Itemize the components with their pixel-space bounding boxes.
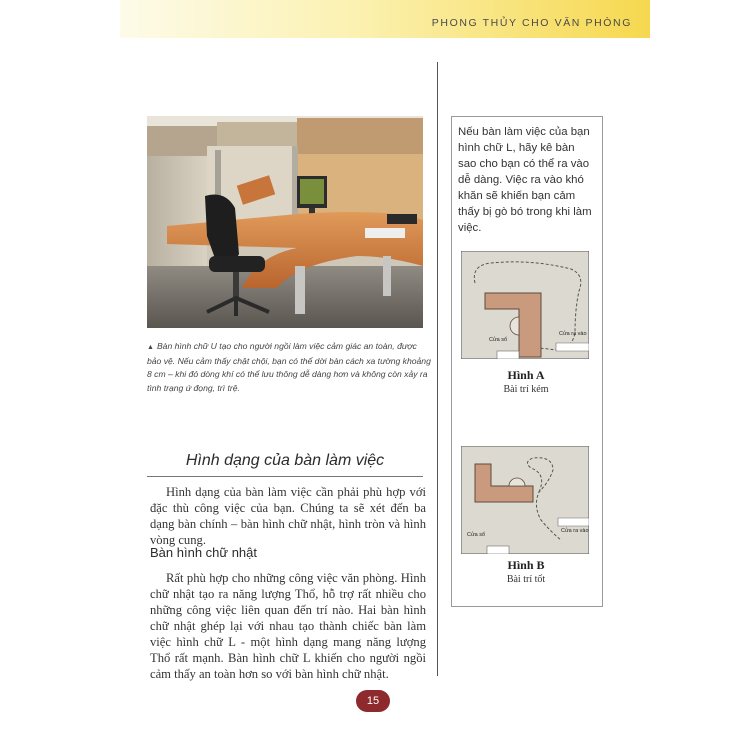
figure-a-subtitle: Bài trí kém [503,384,549,395]
window-label-a: Cửa sổ [489,337,508,343]
figure-b-subtitle: Bài trí tốt [506,574,546,585]
triangle-marker-icon: ▲ [147,344,154,351]
door-label-b: Cửa ra vào [561,528,589,534]
photo-caption [147,340,432,395]
floor-plan-b [461,446,589,554]
running-header: PHONG THỦY CHO VĂN PHÒNG [431,17,632,29]
floor-plan-a [461,251,589,359]
section-title-rule [147,476,423,477]
window-label-b: Cửa sổ [467,532,486,538]
door-label-a: Cửa ra vào [559,331,587,337]
figure-b-title: Hình B [507,558,545,572]
section-title: Hình dạng của bàn làm việc [185,452,385,469]
subheading: Bàn hình chữ nhật [150,545,258,560]
column-divider [437,62,438,676]
rectangle-desk-text: Rất phù hợp cho những công việc văn phòng. Hình chữ nhật tạo ra năng lượng Thổ, hỗ trợ rất nhiều cho những công việc liên quan đến trí nào. Hai bàn hình chữ nhật ghép lại với nhau tạo thành chiếc bàn làm việc hình chữ L - một hình dạng mang năng lượng Thổ rất mạnh. Bàn hình chữ L khiến cho người ngồi cảm thấy an toàn hơn so với bàn hình chữ nhật. [150,571,426,681]
intro-paragraph [150,484,426,548]
rectangle-desk-paragraph [150,570,426,682]
figure-a-title: Hình A [507,368,545,382]
page-number: 15 [356,690,390,712]
sidebar-text: Nếu bàn làm việc của bạn hình chữ L, hãy kê bàn sao cho bạn có thể ra vào dễ dàng. Việc ra vào khó khăn sẽ khiến bạn cảm thấy bị gò bó trong khi làm việc. [458,126,592,234]
photo-caption-text: Bàn hình chữ U tạo cho người ngồi làm việc cảm giác an toàn, được bảo vệ. Nếu cảm thấy chật chội, bạn có thể dời bàn cách xa tường khoảng 8 cm – khi đó dòng khí có thể lưu thông dễ dàng hơn và không còn xảy ra tình trạng ứ đọng, trì trệ. [147,341,431,393]
intro-text: Hình dạng của bàn làm việc cần phải phù hợp với đặc thù công việc của bạn. Chúng ta sẽ xét đến ba dạng bàn chính – bàn hình chữ nhật, hình tròn và hình vòng cung. [150,485,426,547]
office-photo [147,116,423,328]
